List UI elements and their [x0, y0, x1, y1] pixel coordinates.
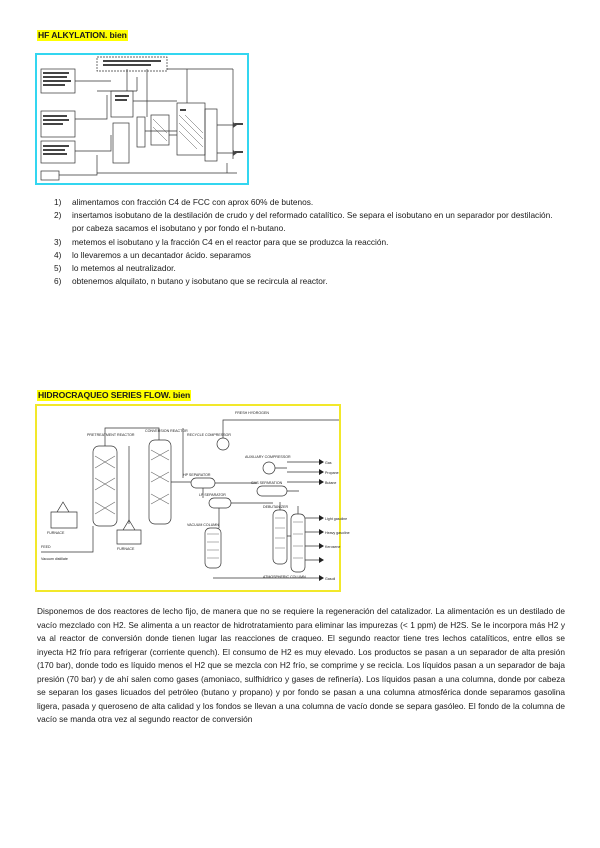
label-output-gas: Gas	[325, 461, 332, 465]
section-heading-hydrocracking: HIDROCRAQUEO SERIES FLOW. bien	[38, 390, 191, 400]
hydrocracking-flow-diagram	[37, 406, 350, 590]
label-output-light-gasoline: Light gasoline	[325, 517, 348, 521]
hydrocracking-diagram-frame	[35, 404, 350, 592]
hf-alkylation-flow-diagram	[37, 55, 247, 183]
list-item: 6) obtenemos alquilato, n butano y isobutano que se recircula al reactor.	[54, 276, 328, 287]
label-vacuum-column: VACUUM COLUMN	[187, 523, 219, 527]
label-output-heavy-gasoline: Heavy gasoline	[325, 531, 350, 535]
label-auxiliary-compressor: AUXILIARY COMPRESSOR	[245, 455, 291, 459]
list-item: 2) insertamos isobutano de la destilación de crudo y del reformado catalítico. Se separa el isobutano en un separador por destilación. por cabeza sacamos el isobutano y por fondo el n-butano.	[54, 210, 553, 234]
label-pretreatment-reactor: PRETREATMENT REACTOR	[87, 433, 135, 437]
label-fresh-hydrogen: FRESH HYDROGEN	[235, 411, 269, 415]
hf-alkylation-diagram-frame	[35, 53, 249, 185]
hydrocracking-description: Disponemos de dos reactores de lecho fijo, de manera que no se requiere la regeneración del catalizador. La alimentación es un destilado de vacío mezclado con H2. Se alimenta a un reactor de hidrotratamiento para eliminar las impurezas (< 1 ppm) de H2S. Se le incorpora más H2 y va al reactor de conversión donde tienen lugar las reacciones de craqueo. El segundo reactor tiene tres lechos catalíticos, entre ellos se inyecta H2 frío para refrigerar (corriente quench). El consumo de H2 es muy elevado. Los productos se pasan a un separador de alta presión (170 bar), donde todo es líquido menos el H2 que se mezcla con H2 frío, se comprime y se recicla. Los líquidos pasan a un separador de baja presión (70 bar) y de ahí salen como gases (amoniaco, sulfhídrico y gases de refinería). Los líquidos pasan a una columna, donde por cabeza se separan los gases licuados del petróleo (butano y propano) y por fondo se pasan a una columna atmosférica donde separamos gasolina ligera, pasada y queroseno de alta calidad y los fondos se llevan a una columna de vacío donde se separa gasóleo. El fondo de la columna de vacío se manda otra vez al segundo reactor de conversión	[37, 606, 565, 724]
label-atmospheric-column: ATMOSPHERIC COLUMN	[263, 575, 306, 579]
label-furnace: FURNACE	[117, 547, 135, 551]
list-item: 5) lo metemos al neutralizador.	[54, 263, 176, 274]
label-output-gasoil: Gasoil	[325, 577, 336, 581]
list-item: 3) metemos el isobutano y la fracción C4 en el reactor para que se produzca la reacción.	[54, 236, 389, 247]
label-recycle-compressor: RECYCLE COMPRESSOR	[187, 433, 231, 437]
list-item: 1) alimentamos con fracción C4 de FCC con aprox 60% de butenos.	[54, 197, 314, 207]
list-item: 4) lo llevaremos a un decantador ácido. separamos	[54, 249, 251, 260]
label-furnace: FURNACE	[47, 531, 65, 535]
label-output-butane: Butane	[325, 481, 337, 485]
label-output-propane: Propane	[325, 471, 339, 475]
label-gas-separation: GAS SEPARATION	[251, 481, 283, 485]
label-hp-separator: HP SEPARATOR	[183, 473, 211, 477]
section-heading-hf-alkylation: HF ALKYLATION. bien	[38, 30, 127, 40]
label-vacuum-distillate: Vacuum distillate	[41, 557, 68, 561]
label-debutanizer: DEBUTANIZER	[263, 505, 289, 509]
label-feed: FEED	[41, 545, 51, 549]
hf-alkylation-steps	[54, 196, 554, 288]
label-lp-separator: LP SEPARATOR	[199, 493, 226, 497]
label-output-kerosene: Kerosene	[325, 545, 341, 549]
label-conversion-reactor: CONVERSION REACTOR	[145, 429, 188, 433]
